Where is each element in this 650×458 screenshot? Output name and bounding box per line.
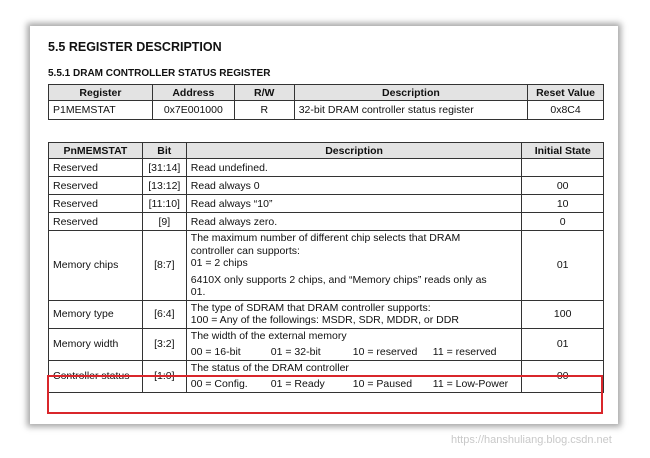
table-row (49, 360, 604, 392)
table-row (49, 300, 604, 328)
desc-line: 6410X only supports 2 chips, and “Memory chips” reads only as (190, 273, 487, 286)
field-bit: [31:14] (142, 159, 186, 177)
option: 00 = Config. (190, 378, 248, 390)
field-bit: [1:0] (142, 360, 186, 392)
register-reset-value: 0x8C4 (528, 101, 604, 120)
table-row (49, 213, 604, 231)
document-page (30, 26, 618, 424)
option: 10 = Paused (352, 378, 413, 390)
desc-line: controller can supports: (190, 244, 300, 257)
subsection-title: 5.5.1 DRAM CONTROLLER STATUS REGISTER (48, 68, 271, 79)
desc-line: The status of the DRAM controller (190, 361, 349, 374)
header-reset-value: Reset Value (528, 85, 604, 101)
register-rw: R (234, 101, 294, 120)
header-bit: Bit (142, 143, 186, 159)
field-init (522, 159, 604, 177)
field-bit: [11:10] (142, 195, 186, 213)
field-bit: [9] (142, 213, 186, 231)
header-address: Address (152, 85, 234, 101)
register-table (48, 84, 604, 120)
field-desc (186, 360, 522, 392)
header-register: Register (49, 85, 153, 101)
field-name: Reserved (49, 213, 143, 231)
option-list (191, 346, 518, 359)
field-name: Reserved (49, 177, 143, 195)
field-init: 00 (522, 177, 604, 195)
option: 01 = Ready (270, 378, 325, 390)
field-desc: Read always zero. (186, 213, 522, 231)
option: 00 = 16-bit (190, 346, 241, 358)
field-bit: [13:12] (142, 177, 186, 195)
desc-line: The maximum number of different chip selects that DRAM (190, 232, 461, 244)
table-row (49, 231, 604, 301)
desc-line: 100 = Any of the followings: MSDR, SDR, MDDR, or DDR (190, 314, 459, 326)
field-desc (186, 231, 522, 301)
field-name: Memory type (49, 300, 143, 328)
field-init: 01 (522, 231, 604, 301)
header-description: Description (186, 143, 522, 159)
option: 11 = reserved (432, 346, 497, 358)
field-name: Reserved (49, 195, 143, 213)
field-bit: [8:7] (142, 231, 186, 301)
table-row (49, 101, 604, 120)
field-name: Memory chips (49, 231, 143, 301)
desc-line: 01. (190, 286, 206, 298)
table-row (49, 195, 604, 213)
field-init: 00 (522, 360, 604, 392)
table-row (49, 177, 604, 195)
header-pnmemstat: PnMEMSTAT (49, 143, 143, 159)
header-description: Description (294, 85, 527, 101)
option: 10 = reserved (352, 346, 418, 358)
desc-line: 01 = 2 chips (190, 257, 248, 269)
bit-table (48, 142, 604, 393)
field-bit: [6:4] (142, 300, 186, 328)
field-init: 01 (522, 328, 604, 360)
register-description: 32-bit DRAM controller status register (294, 101, 527, 120)
table-row (49, 159, 604, 177)
field-bit: [3:2] (142, 328, 186, 360)
option: 11 = Low-Power (432, 378, 509, 390)
watermark: https://hanshuliang.blog.csdn.net (451, 434, 612, 446)
register-address: 0x7E001000 (152, 101, 234, 120)
desc-line: The type of SDRAM that DRAM controller supports: (190, 301, 431, 314)
field-init: 0 (522, 213, 604, 231)
field-desc: Read always 0 (186, 177, 522, 195)
field-init: 10 (522, 195, 604, 213)
register-name: P1MEMSTAT (49, 101, 153, 120)
field-desc: Read undefined. (186, 159, 522, 177)
option: 01 = 32-bit (270, 346, 321, 358)
desc-line: The width of the external memory (190, 329, 347, 342)
field-desc (186, 300, 522, 328)
header-initial-state: Initial State (522, 143, 604, 159)
field-name: Controller status (49, 360, 143, 392)
section-title: 5.5 REGISTER DESCRIPTION (48, 40, 222, 54)
header-rw: R/W (234, 85, 294, 101)
option-list (191, 378, 518, 391)
field-desc (186, 328, 522, 360)
field-desc: Read always “10” (186, 195, 522, 213)
field-init: 100 (522, 300, 604, 328)
field-name: Memory width (49, 328, 143, 360)
table-row (49, 328, 604, 360)
field-name: Reserved (49, 159, 143, 177)
